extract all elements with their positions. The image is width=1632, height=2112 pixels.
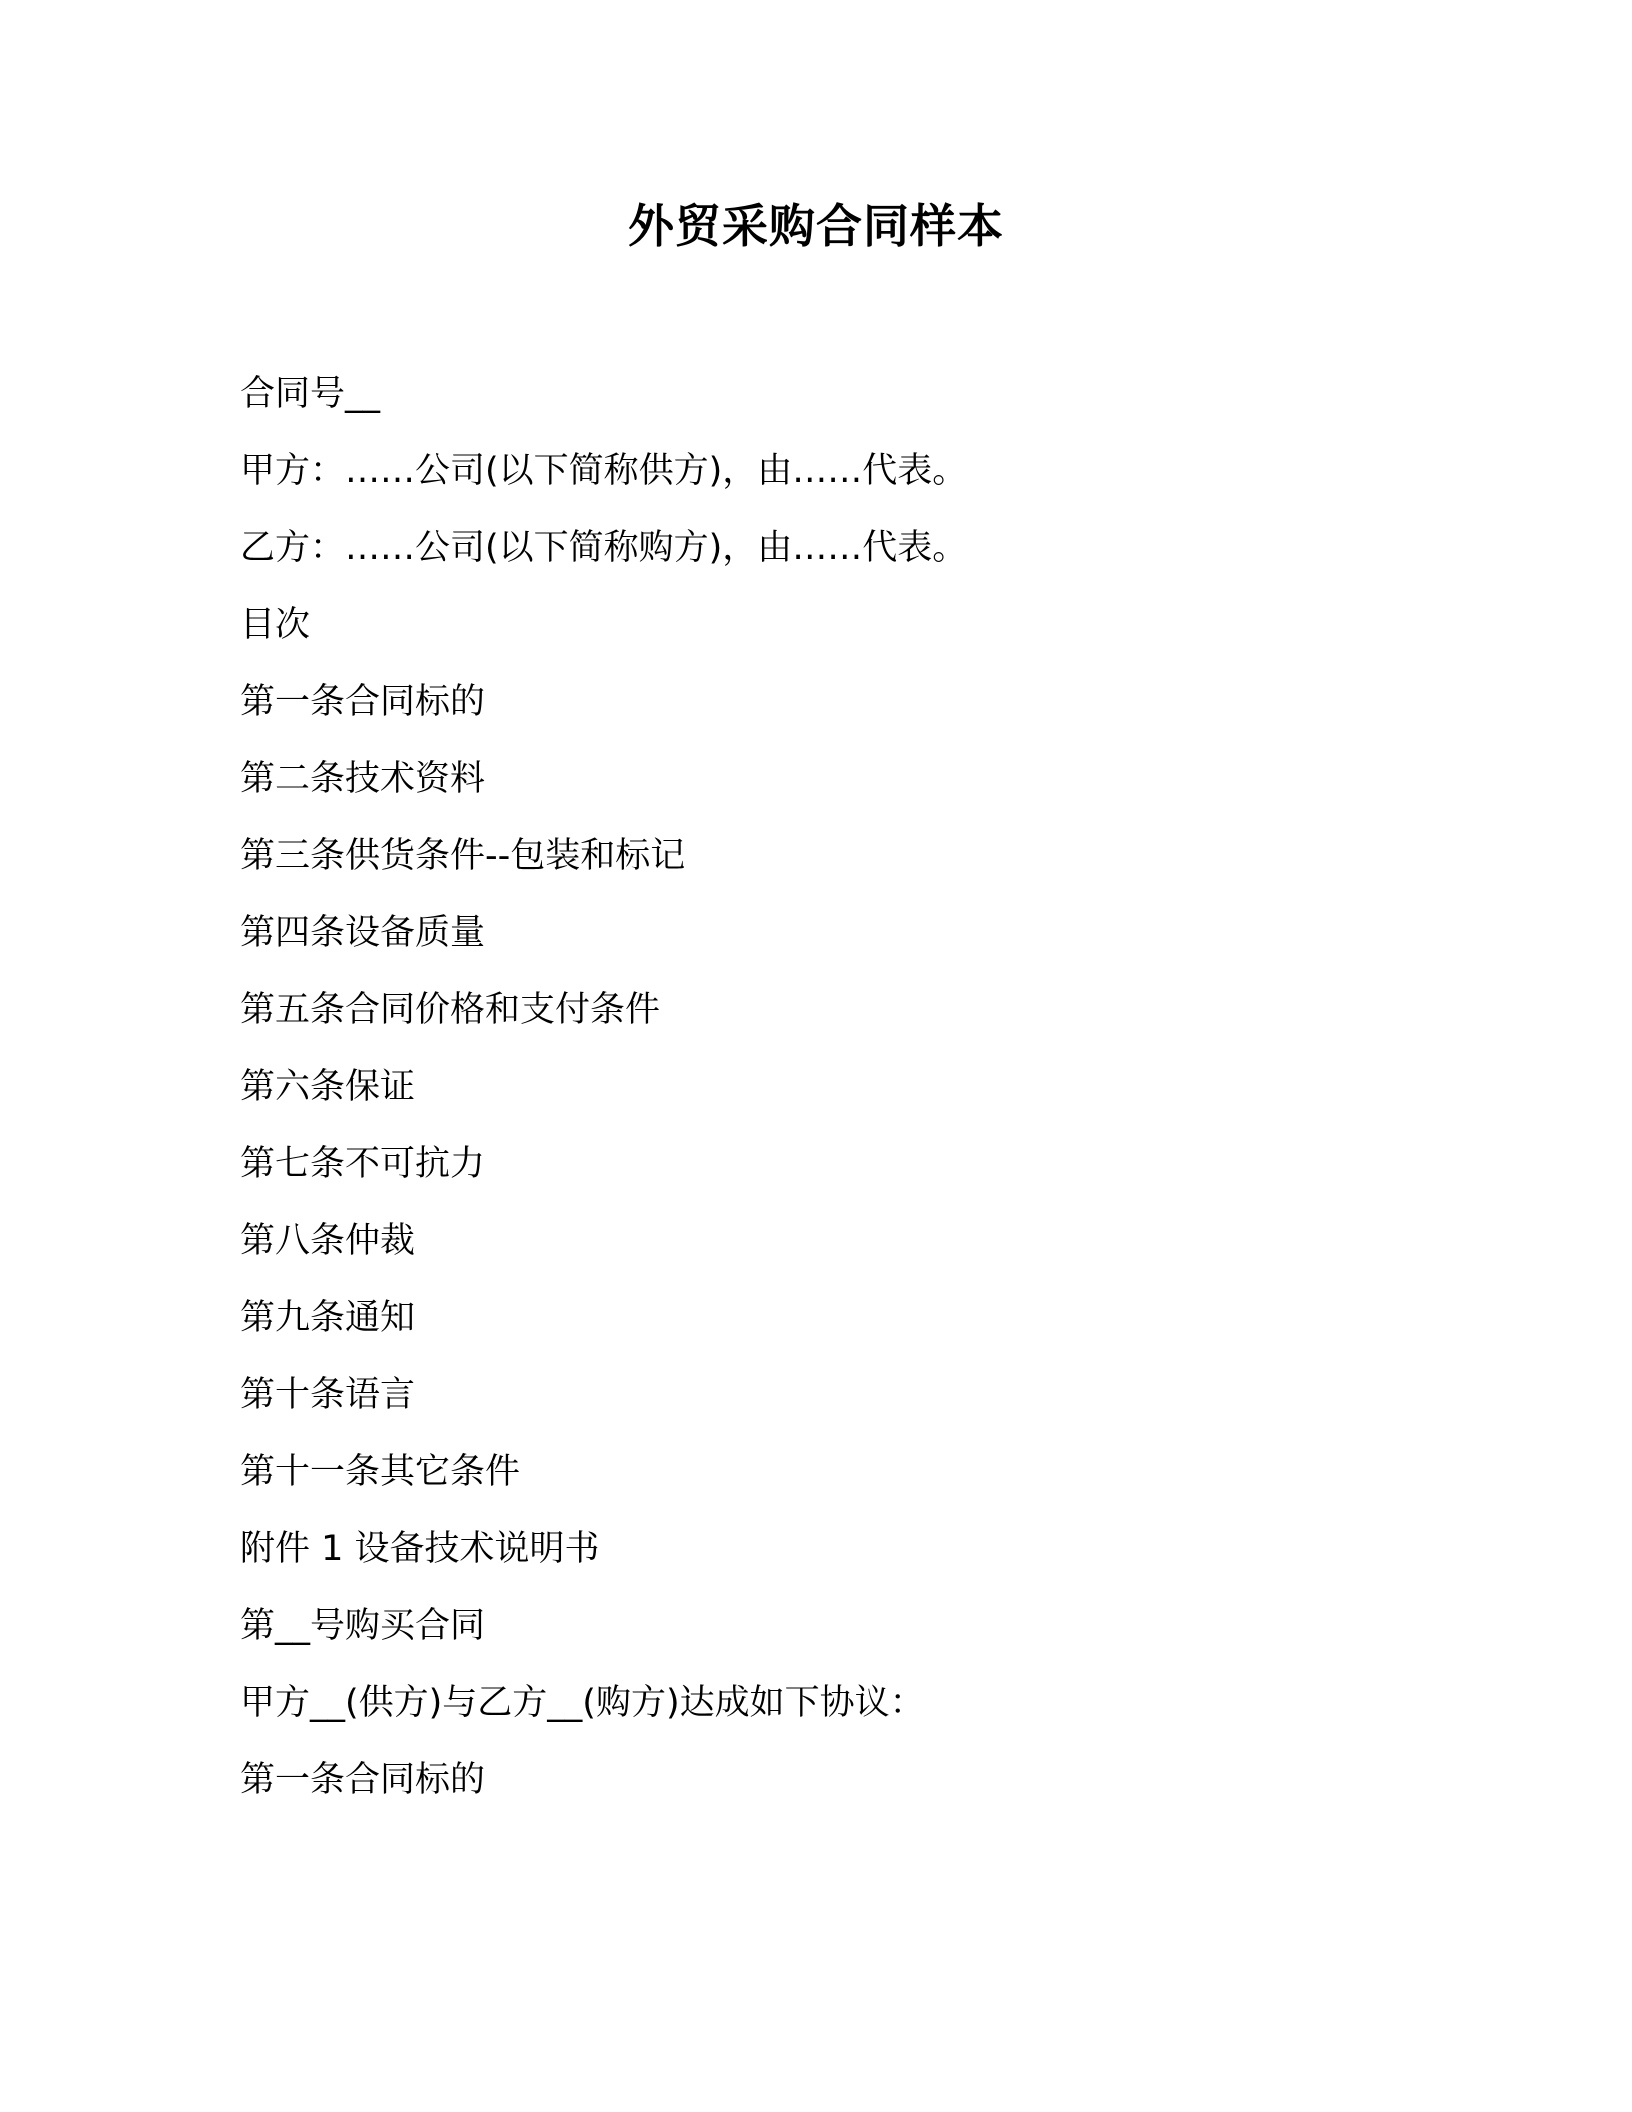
article-one-heading: 第一条合同标的: [240, 1760, 486, 1800]
toc-appendix-item: 附件 1 设备技术说明书: [240, 1529, 600, 1569]
toc-item: 第七条不可抗力: [240, 1144, 486, 1184]
toc-item: 第十条语言: [240, 1375, 416, 1415]
toc-item: 第三条供货条件--包装和标记: [240, 836, 686, 876]
toc-item: 第一条合同标的: [240, 682, 486, 722]
agreement-intro-line: 甲方__(供方)与乙方__(购方)达成如下协议：: [240, 1683, 925, 1723]
toc-item: 第四条设备质量: [240, 913, 486, 953]
toc-item: 第六条保证: [240, 1067, 416, 1107]
document-body: [240, 364, 1440, 1827]
toc-item: 第八条仲裁: [240, 1221, 416, 1261]
party-b-line: 乙方：……公司(以下简称购方)，由……代表。: [240, 528, 968, 568]
toc-item: 第五条合同价格和支付条件: [240, 990, 661, 1030]
document-title: 外贸采购合同样本: [628, 199, 1004, 253]
toc-item: 第九条通知: [240, 1298, 416, 1338]
party-a-line: 甲方：……公司(以下简称供方)，由……代表。: [240, 451, 968, 491]
contract-number-line: 合同号__: [240, 374, 381, 414]
toc-item: 第十一条其它条件: [240, 1452, 521, 1492]
toc-heading: 目次: [240, 605, 311, 645]
purchase-contract-heading: 第__号购买合同: [240, 1606, 486, 1646]
toc-item: 第二条技术资料: [240, 759, 486, 799]
